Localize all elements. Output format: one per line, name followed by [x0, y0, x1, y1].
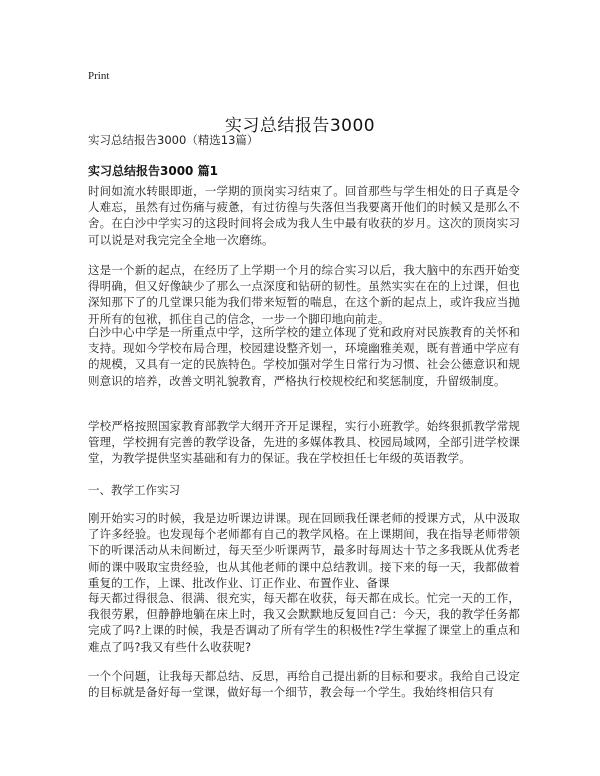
paragraph-1: 时间如流水转眼即逝，一学期的顶岗实习结束了。回首那些与学生相处的日子真是令人难忘，虽然有过伤痛与疲惫，有过彷徨与失落但当我要离开他们的时候又是那么不舍。在白沙中学实习的这段时间将会成为我人生中最有收获的岁月。这次的顶岗实习可以说是对我完完全全地一次磨练。	[88, 184, 520, 247]
paragraph-4: 学校严格按照国家教育部教学大纲开齐开足课程，实行小班教学。始终狠抓教学常规管理，学校拥有完善的教学设备，先进的多媒体教具、校园局域网，全部引进学校课堂，为教学提供坚实基础和有力的保证。我在学校担任七年级的英语教学。	[88, 419, 520, 466]
document-subtitle: 实习总结报告3000（精选13篇）	[88, 133, 259, 147]
section-heading: 实习总结报告3000 篇1	[88, 164, 218, 178]
paragraph-7: 一个个问题，让我每天都总结、反思，再给自己提出新的目标和要求。我给自己设定的目标就是备好每一堂课，做好每一个细节，教会每一个学生。我始终相信只有	[88, 669, 520, 700]
paragraph-3: 白沙中心中学是一所重点中学，这所学校的建立体现了党和政府对民族教育的关怀和支持。现如今学校布局合理，校园建设整齐划一，环境幽雅美观，既有普通中学应有的规模，又具有一定的民族特色。学校加强对学生日常行为习惯、社会公德意识和规则意识的培养，改善文明礼貌教育，严格执行校规校纪和奖惩制度，升留级制度。	[88, 325, 520, 388]
paragraph-5: 刚开始实习的时候，我是边听课边讲课。现在回顾我任课老师的授课方式，从中汲取了许多经验。也发现每个老师都有自己的教学风格。在上课期间，我在指导老师带领下的听课活动从未间断过，每天至少听课两节，最多时每周达十节之多我既从优秀老师的课中吸取宝贵经验，也从其他老师的课中总结教训。接下来的每一天，我都做着重复的工作，上课、批改作业、订正作业、布置作业、备课	[88, 511, 520, 590]
subheading-teaching-practice: 一、教学工作实习	[88, 483, 180, 497]
paragraph-6: 每天都过得很急、很满、很充实，每天都在收获，每天都在成长。忙完一天的工作，我很劳累，但静静地躺在床上时，我又会默默地反复回自己：今天，我的教学任务都完成了吗?上课的时候，我是否调动了所有学生的积极性?学生掌握了课堂上的重点和难点了吗?我又有些什么收获呢?	[88, 591, 520, 654]
page-title: 实习总结报告3000	[224, 116, 376, 137]
print-label: Print	[88, 70, 110, 82]
paragraph-2: 这是一个新的起点，在经历了上学期一个月的综合实习以后，我大脑中的东西开始变得明确，但又好像缺少了那么一点深度和钻研的韧性。虽然实实在在的上过课，但也深知那下了的几堂课只能为我们带来短暂的喘息，在这个新的起点上，或许我应当抛开所有的包袱，抓住自己的信念，一步一个脚印地向前走。	[88, 263, 520, 326]
